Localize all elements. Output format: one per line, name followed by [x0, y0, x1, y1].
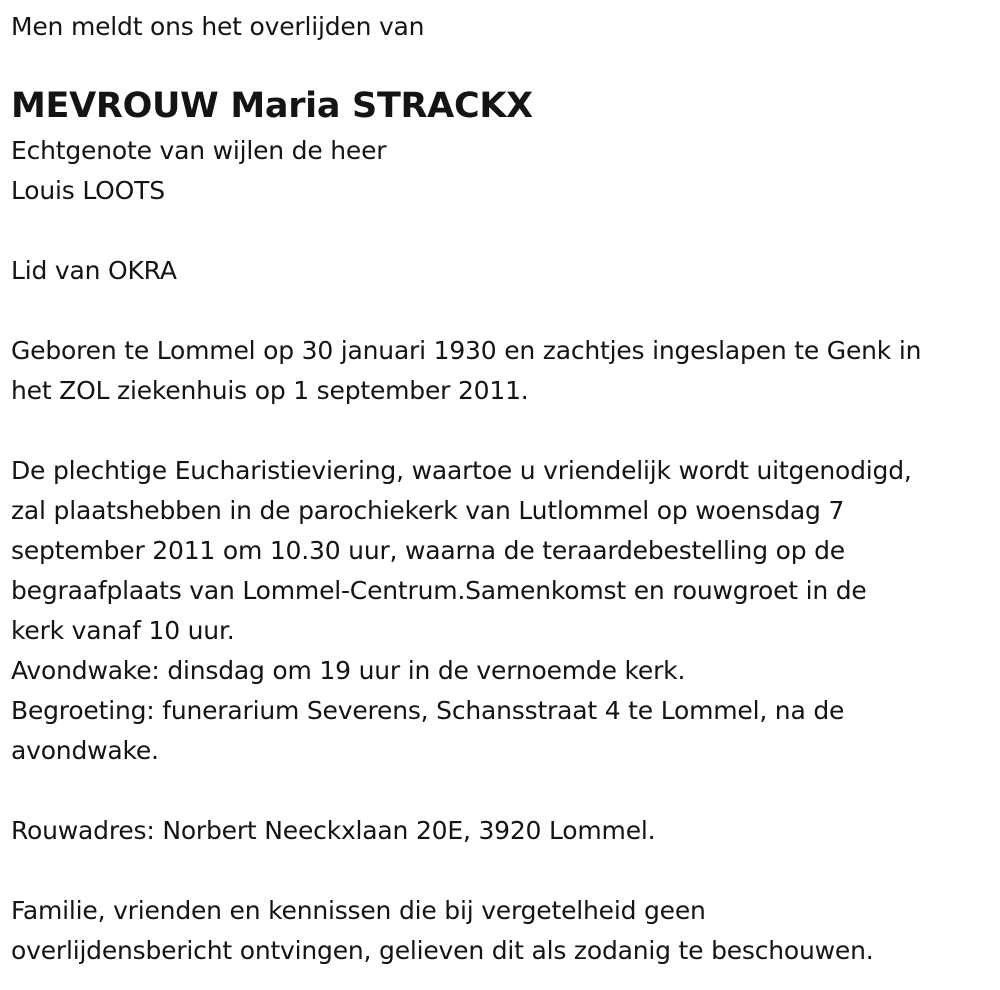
greeting-line: Begroeting: funerarium Severens, Schansstraat 4 te Lommel, na de — [11, 696, 845, 725]
spacer — [11, 291, 996, 331]
spacer — [11, 411, 996, 451]
closing-line: Familie, vrienden en kennissen die bij vergetelheid geen — [11, 896, 706, 925]
ceremony-line: kerk vanaf 10 uur. — [11, 616, 235, 645]
wake-line: Avondwake: dinsdag om 19 uur in de vernoemde kerk. — [11, 656, 686, 685]
spacer — [11, 771, 996, 811]
spouse-section — [11, 131, 996, 211]
ceremony-line: zal plaatshebben in de parochiekerk van Lutlommel op woensdag 7 — [11, 496, 845, 525]
ceremony-line: begraafplaats van Lommel-Centrum.Samenkomst en rouwgroet in de — [11, 576, 867, 605]
intro-text: Men meldt ons het overlijden van — [11, 12, 425, 41]
closing-line: overlijdensbericht ontvingen, gelieven dit als zodanig te beschouwen. — [11, 936, 874, 965]
closing-section — [11, 891, 996, 971]
mourning-address: Rouwadres: Norbert Neeckxlaan 20E, 3920 Lommel. — [11, 816, 656, 845]
spacer — [11, 211, 996, 251]
greeting-line: avondwake. — [11, 736, 159, 765]
birth-section — [11, 331, 996, 411]
ceremony-section — [11, 451, 996, 771]
membership-text: Lid van OKRA — [11, 256, 177, 285]
birth-line: Geboren te Lommel op 30 januari 1930 en zachtjes ingeslapen te Genk in — [11, 336, 922, 365]
ceremony-line: De plechtige Eucharistieviering, waartoe u vriendelijk wordt uitgenodigd, — [11, 456, 912, 485]
birth-line: het ZOL ziekenhuis op 1 september 2011. — [11, 376, 529, 405]
ceremony-line: september 2011 om 10.30 uur, waarna de teraardebestelling op de — [11, 536, 845, 565]
deceased-name: MEVROUW Maria STRACKX — [11, 86, 533, 126]
spouse-name: Louis LOOTS — [11, 176, 165, 205]
spacer — [11, 851, 996, 891]
death-notice — [11, 7, 996, 971]
spouse-line: Echtgenote van wijlen de heer — [11, 136, 387, 165]
